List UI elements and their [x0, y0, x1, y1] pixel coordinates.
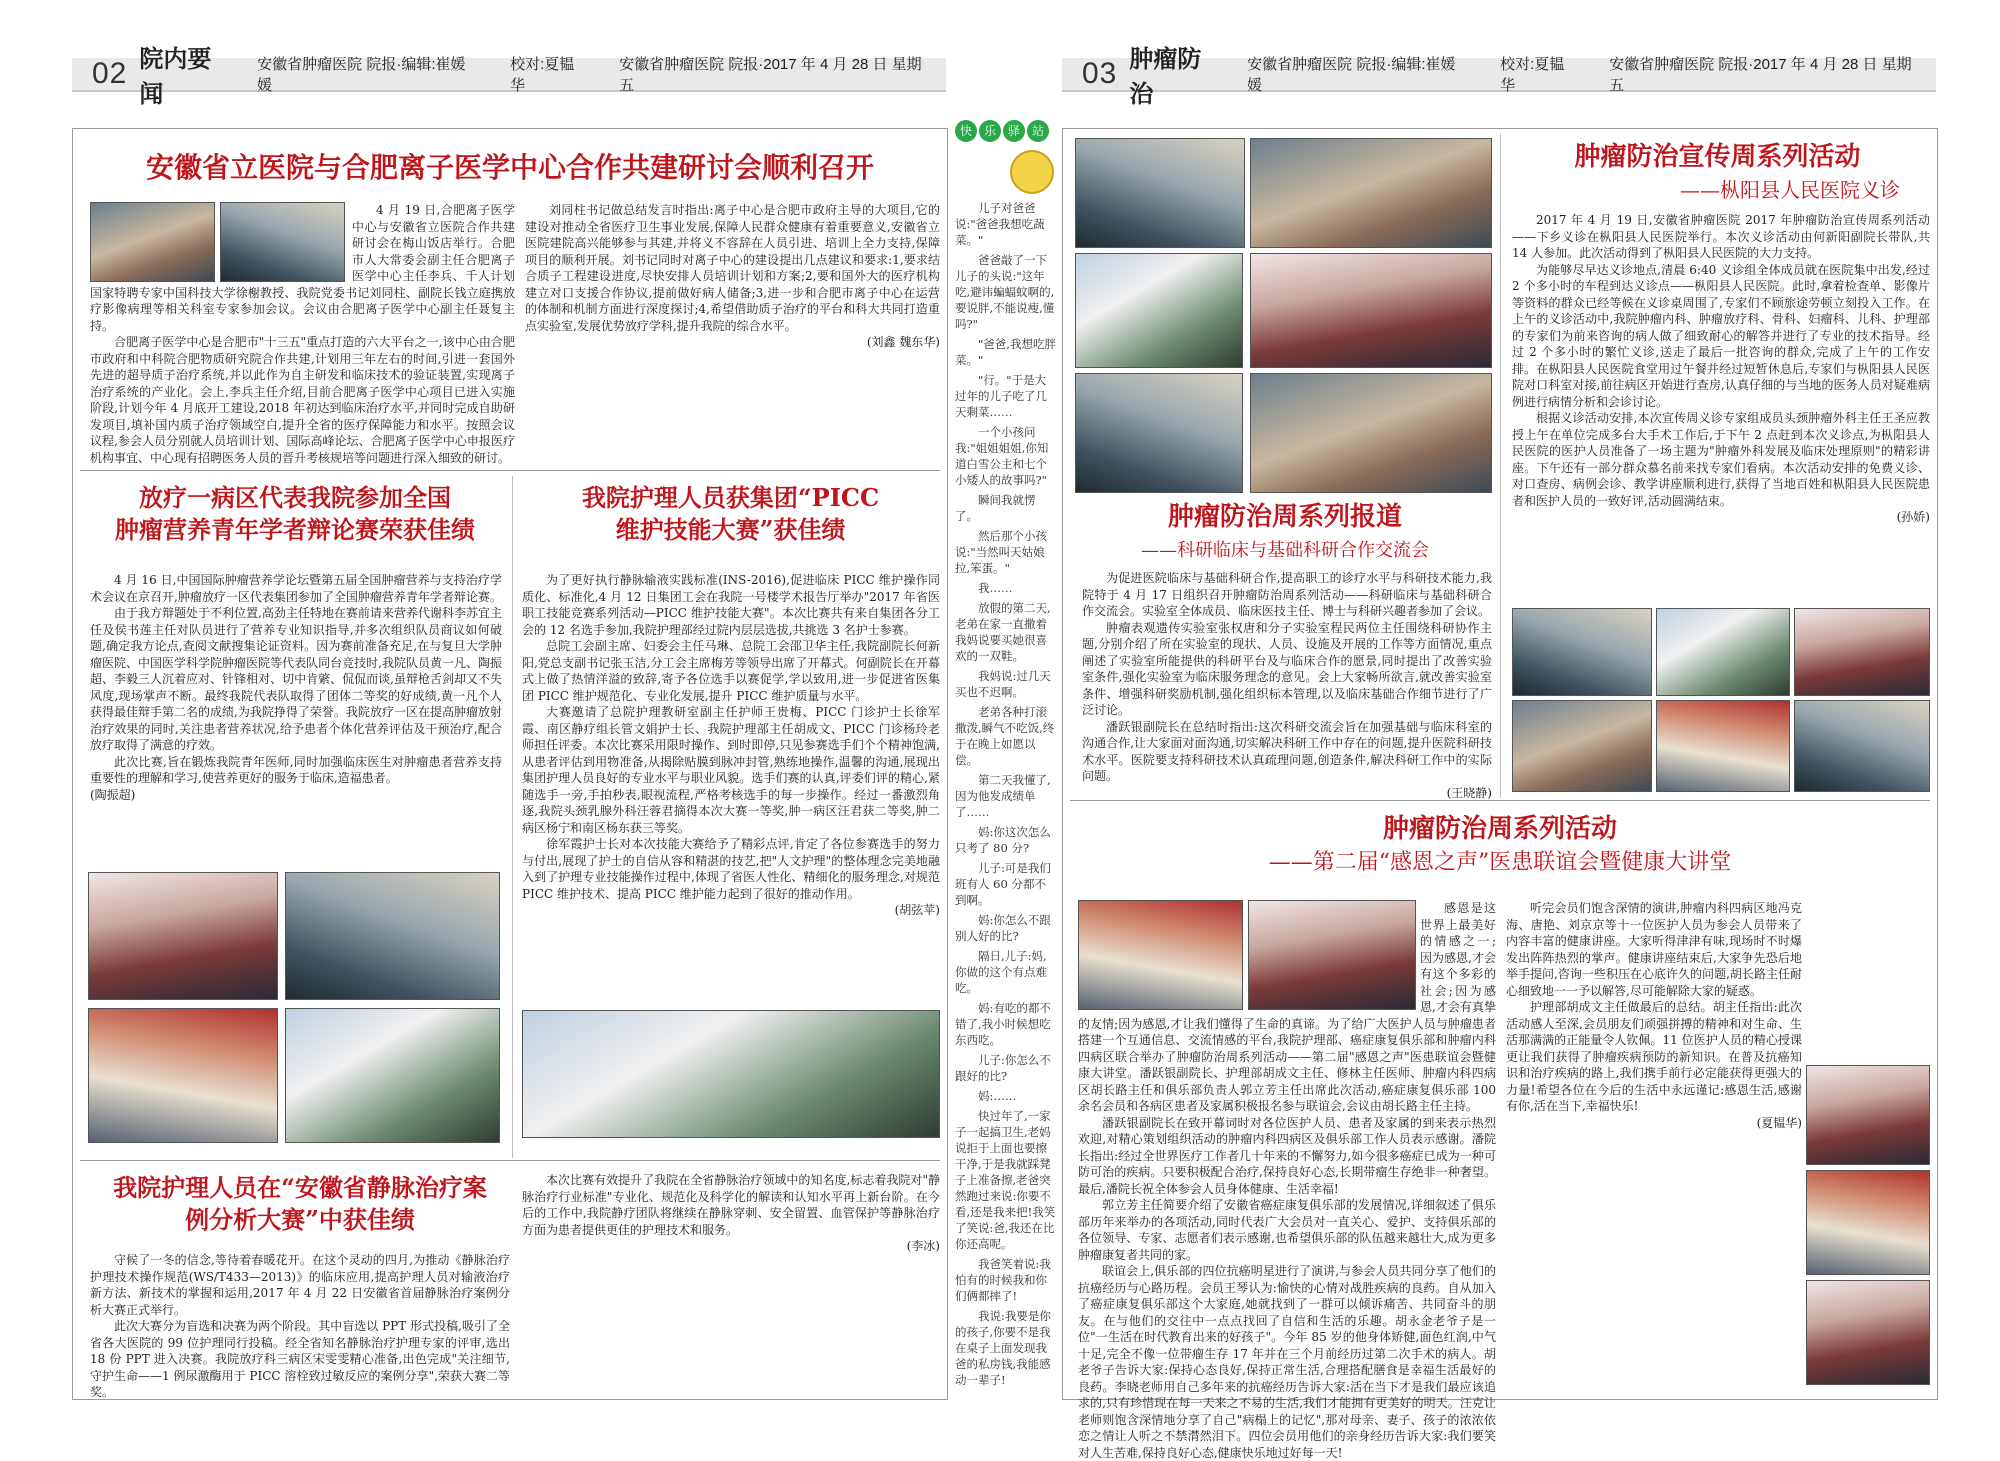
cartoon-face-icon: [1010, 150, 1054, 194]
article-title: 肿瘤营养青年学者辩论赛荣获佳绩: [115, 515, 475, 544]
article-subtitle: ——枞阳县人民医院义诊: [1680, 178, 1900, 202]
left-page-header: [72, 46, 946, 108]
page-number: 02: [92, 57, 128, 90]
paragraph: 郭立芳主任简要介绍了安徽省癌症康复俱乐部的发展情况,详细叙述了俱乐部历年来举办的各项活动,同时代表广大会员对一直关心、爱护、支持俱乐部的各位领导、专家、志愿者们表示感谢,也希望俱乐部的队伍越来越壮大,成为更多肿瘤康复者共同的家。: [1078, 1198, 1496, 1262]
paragraph: 听完会员们饱含深情的演讲,肿瘤内科四病区地冯克海、唐艳、刘京京等十一位医护人员为参会人员带来了内容丰富的健康讲座。大家听得津津有味,现场时不时爆发出阵阵热烈的掌声。健康讲座结束后,大家争先恐后地举手提问,咨询一些积压在心底许久的问题,胡长路主任耐心细致地一一予以解答,尽可能解除大家的疑惑。: [1506, 901, 1802, 998]
article-body: [1082, 570, 1492, 798]
news-photo: [1250, 253, 1492, 368]
paragraph: 2017 年 4 月 19 日,安徽省肿瘤医院 2017 年肿瘤防治宣传周系列活动——下乡义诊在枞阳县人民医院举行。本次义诊活动由何新阳副院长带队,共 14 人参加。此次活动得到了枞阳县人民医院的大力支持。: [1512, 213, 1930, 260]
joke-line: 第二天我懂了,因为他发成绩单了……: [955, 773, 1051, 819]
joke-line: 妈:……: [978, 1089, 1017, 1103]
paragraph: 此次比赛,旨在锻炼我院青年医师,同时加强临床医生对肿瘤患者营养支持重要性的理解和学习,使营养更好的服务于临床,造福患者。: [90, 754, 502, 785]
byline: (李冰): [906, 1239, 940, 1253]
joke-line: "爸爸,我想吃胖菜。": [955, 337, 1056, 367]
article-title: 安徽省立医院与合肥离子医学中心合作共建研讨会顺利召开: [145, 151, 874, 184]
paragraph: 联谊会上,俱乐部的四位抗癌明星进行了演讲,与参会人员共同分享了他们的抗癌经历与心路历程。会员王琴认为:愉快的心情对战胜疾病的良药。自从加入了癌症康复俱乐部这个大家庭,她就找到了一群可以倾诉痛苦、共同奋斗的朋友。在与他们的交往中一点点找回了自信和生活的乐趣。胡永金老爷子是一位"一生活在时代教育出来的好孩子"。今年 85 岁的他身体矫健,面色红润,中气十足,完全不像一位带瘤生存 17 年并在三个月前经历过第二次手术的病人。胡老爷子告诉大家:保持心态良好,保持正常生活,合理搭配膳食是幸福生活最好的良药。李晓老师用自己多年来的抗癌经历告诉大家:活在当下才是我们最应该追求的,只有珍惜现在每一天来之不易的生活,我们才能拥有更美好的明天。汪克让老师则饱含深情地分享了自己"病榻上的记忆",那对母亲、妻子、孩子的浓浓依恋之情让人听之不禁潸然泪下。四位会员用他们的亲身经历告诉大家:我们要笑对人生苦难,保持良好心态,健康快乐地过好每一天!: [1078, 1264, 1496, 1460]
article-title: 维护技能大赛”获佳绩: [615, 515, 846, 544]
page-number: 03: [1082, 57, 1118, 90]
news-photo: [88, 872, 278, 1000]
byline: (刘鑫 魏东华): [866, 335, 940, 349]
news-photo: [1512, 700, 1652, 792]
header-proofreader: 校对:夏韫华: [510, 56, 575, 94]
news-photo: [285, 872, 500, 1000]
paragraph: 守候了一冬的信念,等待着春暖花开。在这个灵动的四月,为推动《静脉治疗护理技术操作规范(WS/T433—2013)》的临床应用,提高护理人员对输液治疗新方法、新技术的掌握和运用,2017 年 4 月 22 日安徽省首届静脉治疗案例分析大赛正式举行。: [90, 1253, 510, 1317]
byline: (陶振超): [90, 787, 136, 802]
joke-line: 瞬间我就愣了。: [955, 493, 1036, 523]
joke-line: 然后那个小孩说:"当然叫天姑娘拉,笨蛋。": [955, 529, 1047, 575]
article-body: [1078, 900, 1496, 1460]
section-title: 院内要闻: [139, 46, 212, 108]
article-title: 我院护理人员在“安徽省静脉治疗案: [113, 1173, 487, 1202]
paragraph: 刘同柱书记做总结发言时指出:离子中心是合肥市政府主导的大项目,它的建设对推动全省医疗卫生事业发展,保障人民群众健康有着重要意义,安徽省立医院建院高兴能够参与其建,并将义不容辞在人员引进、培训上全力支持,保障项目的顺利开展。刘书记同时对离子中心的建设提出几点建议和要求:1,要求结合质子工程建设进度,尽快安排人员培训计划和方案;2,要和国外大的医疗机构建立对口支援合作协议,提前做好病人储备;3,进一步和合肥市离子中心在运营的体制和机制方面进行深度探讨;4,希望借助质子治疗的平台和科大共同打造重点实验室,发展优势放疗学科,提升我院的综合水平。: [525, 203, 940, 333]
paragraph: 总院工会副主席、妇委会主任马琳、总院工会邵卫华主任,我院副院长何新阳,党总支副书记张玉洁,分工会主席梅芳等领导出席了开幕式。何副院长在开幕式上做了热情洋溢的致辞,寄予各位选手以赛促学,学以致用,进一步促进省医集团 PICC 维护规范化、专业化发展,提升 PICC 维护质量与水平。: [522, 639, 940, 703]
badge-char: 站: [1027, 120, 1049, 142]
paragraph: 此次大赛分为盲选和决赛为两个阶段。其中盲选以 PPT 形式投稿,吸引了全省各大医院的 99 位护理同行投稿。经全省知名静脉治疗护理专家的评审,选出 18 份 PPT 进入决赛。我院放疗科三病区宋雯雯精心准备,出色完成"关注细节,守护生命——1 例尿激酶用于 PICC 溶栓致过敏反应的案例分享",荣获大赛二等奖。: [90, 1319, 510, 1399]
joke-line: 我妈说:过几天买也不迟啊。: [955, 669, 1051, 699]
header-proofreader: 校对:夏韫华: [1500, 56, 1565, 94]
paragraph: 合肥离子医学中心是合肥市"十三五"重点打造的六大平台之一,该中心由合肥市政府和中科院合肥物质研究院合作共建,计划用三年左右的时间,引进一套国外先进的超导质子治疗系统,并以此作为自主研发和临床技术的验证装置,实现离子治疗系统的产业化。会上,李兵主任介绍,目前合肥离子医学中心项目已进入实施阶段,计划今年 4 月底开工建设,2018 年初达到临床治疗水平,并同时完成自助研发项目,填补国内质子治疗领域空白,提升全省的医疗保障能力和水平。按照会议议程,参会人员分别就人员培训计划、国际高峰论坛、合肥离子医学中心申报医疗机构事宜、中心现有招聘医务人员的晋升考核规培等问题进行深入细致的研讨。: [90, 335, 515, 465]
paragraph: 护理部胡成文主任做最后的总结。胡主任指出:此次活动感人至深,会员朋友们顽强拼搏的精神和对生命、生活那满满的正能量令人钦佩。11 位医护人员的精心授课更让我们获得了肿瘤疾病预防的新知识。在普及抗癌知识和治疗疾病的路上,我们携手前行必定能获得更强大的力量!希望各位在今后的生活中永远谨记:感恩生活,感谢有你,活在当下,幸福快乐!: [1506, 1000, 1802, 1113]
news-photo: [1794, 608, 1930, 696]
joke-line: 快过年了,一家子一起搞卫生,老妈说拒于上面也要擦干净,于是我就踩凳子上准备擦,老爸突然跑过来说:你要不看,还是我来把!我笑了笑说:爸,我还在比你还高呢。: [955, 1109, 1056, 1251]
news-photo: [1656, 700, 1790, 792]
article-subtitle: ——科研临床与基础科研合作交流会: [1141, 540, 1429, 561]
article-body: [1512, 212, 1930, 606]
joke-line: 儿子对爸爸说:"爸爸我想吃蔬菜。": [955, 201, 1045, 247]
paragraph: 大赛邀请了总院护理教研室副主任护师王贵梅、PICC 门诊护士长徐军霞、南区静疗组长管文娟护士长、我院护理部主任胡成文、PICC 门诊杨玲老师担任评委。本次比赛采用限时操作、到时即停,只见参赛选手们个个精神饱满,从患者评估到用物准备,从揭除贴膜到脉冲封管,熟练地操作,温馨的沟通,展现出集团护理人员良好的专业水平与职业风貌。选手们赛的认真,评委们评的精心,紧随选手一旁,手拍秒表,眼视流程,严格考核选手的每一步操作。经过一番激烈角逐,我院头颈乳腺外科汪蓉君摘得本次大赛一等奖,肿一病区汪君获二等奖,肿二病区杨宁和南区杨东获三等奖。: [522, 705, 940, 835]
news-photo: [1806, 1170, 1930, 1275]
news-photo: [285, 1008, 500, 1143]
joke-line: 老弟各种打滚撒泼,瞬气不吃饭,终于在晚上如愿以偿。: [955, 705, 1055, 767]
article-body: [525, 202, 940, 464]
happy-corner-badge: [955, 120, 1051, 142]
paragraph: 由于我方辩题处于不利位置,高劲主任特地在赛前请来营养代谢科李苏宜主任及侯书莲主任对队员进行了营养专业知识指导,并多次组织队员商议如何破题,确定我方论点,查阅文献搜集论证资料。因为赛前准备充足,在与复旦大学肿瘤医院、中国医学科学院肿瘤医院等代表队同台竞技时,我院队员黄一凡、陶振超、李毅三人沉着应对、针锋相对、切中肯綮、侃侃而谈,虽辩枪舌剑却又不失风度,现场掌声不断。最终我院代表队取得了团体二等奖的好成绩,黄一凡个人获得最佳辩手第二名的成绩,为我院挣得了荣誉。我院放疗一区在提高肿瘤放射治疗效果的同时,关注患者营养状况,给予患者个体化营养评估及干预治疗,配合放疗取得了满意的疗效。: [90, 606, 502, 752]
byline: (胡弦苹): [894, 903, 940, 917]
joke-line: 我爸笑着说:我怕有的时候我和你们俩都摔了!: [955, 1257, 1051, 1303]
joke-line: 放假的第二天,老弟在家一直撒着我妈说要买她很喜欢的一双鞋。: [955, 601, 1051, 663]
joke-line: 妈:有吃的都不错了,我小时候想吃东西吃。: [955, 1001, 1051, 1047]
divider: [1070, 800, 1930, 801]
paragraph: 为能够尽早达义诊地点,清晨 6:40 义诊组全体成员就在医院集中出发,经过 2 个多小时的车程到达义诊点——枞阳县人民医院。此时,拿着检查单、影像片等资料的群众已经等候在义诊桌周围了,专家们不顾旅途劳顿立刻投入工作。在上午的义诊活动中,我院肿瘤内科、肿瘤放疗科、骨科、妇瘤科、儿科、护理部的专家们为前来咨询的病人做了细致耐心的解答并进行了专业的技术指导。经过 2 个多小时的繁忙义诊,送走了最后一批咨询的群众,完成了上午的工作安排。在枞阳县人民医院食堂用过午餐并经过短暂休息后,专家们与枞阳县人民医院对口科室对接,前往病区开始进行查房,认真仔细的与当地的医务人员对疑难病例进行病情分析和会诊讨论。: [1512, 262, 1930, 409]
joke-line: 我说:我要是你的孩子,你要不是我在桌子上面发现我爸的私房钱,我能感动一辈子!: [955, 1309, 1051, 1387]
byline: (王晓静): [1446, 785, 1492, 800]
news-photo: [88, 1008, 278, 1143]
byline: (夏韫华): [1756, 1115, 1802, 1130]
paragraph: 肿瘤表观遗传实验室张权唐和分子实验室程民两位主任围绕科研协作主题,分别介绍了所在实验室的现状、人员、设施及开展的工作等方面情况,重点阐述了实验室所能提供的科研平台及与临床合作的愿景,同时提出了改善实验室条件,强化实验室为临床服务理念的意见。会上大家畅所欲言,就改善实验室条件、增强科研奖励机制,强化组织标本管理,以及临床基础合作细节进行了广泛讨论。: [1082, 620, 1492, 717]
news-photo: [1075, 253, 1243, 368]
divider: [1500, 134, 1501, 798]
article-body: [90, 1252, 510, 1399]
article-title: 肿瘤防治周系列报道: [1167, 502, 1402, 532]
paragraph: 根据义诊活动安排,本次宣传周义诊专家组成员头颈肿瘤外科主任王圣应教授上午在单位完成多台大手术工作后,于下午 2 点赶到本次义诊点,为枞阳县人民医院的医护人员准备了一场主题为"肿瘤外科发展及临床处理原则"的精彩讲座。下午还有一部分群众慕名前来找专家们看病。本次活动安排的免费义诊、对口查房、病例会诊、教学讲座顺利进行,获得了当地百姓和枞阳县人民医院患者和医护人员的一致好评,活动圆满结束。: [1512, 411, 1930, 508]
header-editor: 安徽省肿瘤医院 院报·编辑:崔媛媛: [257, 56, 466, 94]
header-date: 安徽省肿瘤医院 院报·2017 年 4 月 28 日 星期五: [1609, 56, 1912, 94]
divider: [80, 1160, 940, 1161]
divider: [80, 470, 940, 471]
article-title: 肿瘤防治宣传周系列活动: [1574, 142, 1861, 172]
joke-line: 爸爸敲了一下儿子的头说:"这年吃,避讳蝙蝠蚊啊的,要说胖,不能说瘦,懂吗?": [955, 253, 1055, 331]
article-body: [522, 1172, 940, 1392]
news-photo: [1806, 1280, 1930, 1385]
news-photo: [1250, 373, 1492, 493]
paragraph: 4 月 19 日,合肥离子医学中心与安徽省立医院合作共建研讨会在梅山饭店举行。合肥市人大常委会副主任合肥离子医学中心主任李兵、千人计划国家特聘专家中国科技大学徐榭教授、我院党委书记刘同柱、副院长钱立庭携放疗影像病理等相关科室专家参加会议。会议由合肥离子医学中心副主任聂复主持。: [90, 203, 515, 333]
news-photo: [1512, 608, 1652, 696]
joke-line: 儿子:可是我们班有人 60 分都不到啊。: [955, 861, 1051, 907]
badge-char: 乐: [979, 120, 1001, 142]
paragraph: 为了更好执行静脉输液实践标准(INS-2016),促进临床 PICC 维护操作同质化、标准化,4 月 12 日集团工会在我院一号楼学术报告厅举办"2017 年省医职工技能竞赛系列活动—PICC 维护技能大赛"。本次比赛共有来自集团各分工会的 12 名选手参加,我院护理部经过院内层层选拔,共挑选 3 名护士参赛。: [522, 573, 940, 637]
news-photo: [1075, 138, 1245, 248]
news-photo: [1656, 608, 1790, 696]
right-page-header: [1062, 46, 1936, 108]
paragraph: 4 月 16 日,中国国际肿瘤营养学论坛暨第五届全国肿瘤营养与支持治疗学术会议在京召开,肿瘤放疗一区代表集团参加了全国肿瘤营养青年学者辩论赛。: [90, 573, 502, 604]
article-body: [522, 572, 940, 1004]
joke-line: "行。"于是大过年的儿子吃了几天剩菜……: [955, 373, 1047, 419]
article-body: [90, 572, 502, 862]
article-title: 例分析大赛”中获佳绩: [185, 1205, 415, 1234]
news-photo: [1806, 1065, 1930, 1165]
paragraph: 潘跃银副院长在总结时指出:这次科研交流会旨在加强基础与临床科室的沟通合作,让大家面对面沟通,切实解决科研工作中存在的问题,提升医院科研技术水平。医院要支持科研技术认真疏理问题,创造条件,解决科研工作中的实际问题。: [1082, 719, 1492, 783]
joke-line: 妈:你怎么不跟别人好的比?: [955, 913, 1051, 943]
article-subtitle: ——第二届“感恩之声”医患联谊会暨健康大讲堂: [1268, 850, 1732, 875]
joke-line: 妈:你这次怎么只考了 80 分?: [955, 825, 1051, 855]
joke-line: 一个小孩问我:"姐姐姐姐,你知道白雪公主和七个小矮人的故事吗?": [955, 425, 1049, 487]
paragraph: 感恩是这世界上最美好的情感之一;因为感恩,才会有这个多彩的社会;因为感恩,才会有真挚的友情;因为感恩,才让我们懂得了生命的真谛。为了给广大医护人员与肿瘤患者搭建一个互通信息、交流情感的平台,我院护理部、癌症康复俱乐部和肿瘤内科四病区联合举办了肿瘤防治周系列活动——第二届"感恩之声"医患联谊会暨健康大讲堂。潘跃银副院长、护理部胡成文主任、修林主任医师、肿瘤内科四病区胡长路主任和俱乐部负责人郭立芳主任出席此次活动,癌症康复俱乐部 100 余名会员和各病区患者及家属积极报名参与联谊会,会议由胡长路主任主持。: [1078, 901, 1496, 1113]
news-photo: [1250, 138, 1492, 248]
header-editor: 安徽省肿瘤医院 院报·编辑:崔媛媛: [1247, 56, 1456, 94]
joke-line: 隔日,儿子:妈,你做的这个有点难吃。: [955, 949, 1047, 995]
article-title: 放疗一病区代表我院参加全国: [139, 483, 451, 512]
section-title: 肿瘤防治: [1129, 46, 1202, 108]
sidebar-jokes: [955, 200, 1057, 1390]
article-title: 肿瘤防治周系列活动: [1382, 814, 1617, 844]
news-photo: [1075, 373, 1243, 493]
article-body: [90, 202, 515, 464]
paragraph: 为促进医院临床与基础科研合作,提高职工的诊疗水平与科研技术能力,我院特于 4 月 17 日组织召开肿瘤防治周系列活动——科研临床与基础科研合作交流会。实验室全体成员、临床医技主任、博士与科研兴趣者参加了会议。: [1082, 571, 1492, 618]
header-date: 安徽省肿瘤医院 院报·2017 年 4 月 28 日 星期五: [619, 56, 922, 94]
joke-line: 儿子:你怎么不跟好的比?: [955, 1053, 1051, 1083]
badge-char: 快: [955, 120, 977, 142]
paragraph: 本次比赛有效提升了我院在全省静脉治疗领域中的知名度,标志着我院对"静脉治疗行业标准"专业化、规范化及科学化的解读和认知水平再上新台阶。在今后的工作中,我院静疗团队将继续在静脉穿刺、安全留置、血管保护等静脉治疗方面为患者提供更佳的护理技术和服务。: [522, 1173, 940, 1237]
paragraph: 徐军霞护士长对本次技能大赛给予了精彩点评,肯定了各位参赛选手的努力与付出,展现了护士的自信从容和精湛的技艺,把"人文护理"的整体理念完美地融入到了护理专业技能操作过程中,体现了省医人性化、精细化的服务理念,对规范 PICC 维护技术、提高 PICC 维护能力起到了很好的推动作用。: [522, 837, 940, 901]
divider: [512, 476, 513, 1158]
article-title: 我院护理人员获集团“PICC: [581, 483, 880, 512]
byline: (孙娇): [1896, 510, 1930, 524]
news-photo: [522, 1010, 940, 1138]
paragraph: 潘跃银副院长在致开幕词时对各位医护人员、患者及家属的到来表示热烈欢迎,对精心策划组织活动的肿瘤内科四病区及俱乐部工作人员表示感谢。潘院长指出:经过全世界医疗工作者几十年来的不懈努力,如今很多癌症已成为一种可防可治的疾病。只要积极配合治疗,保持良好心态,长期带瘤生存绝非一种奢望。最后,潘院长祝全体参会人员身体健康、生活幸福!: [1078, 1115, 1496, 1196]
news-photo: [1794, 700, 1930, 792]
joke-line: 我……: [978, 581, 1013, 595]
badge-char: 驿: [1003, 120, 1025, 142]
